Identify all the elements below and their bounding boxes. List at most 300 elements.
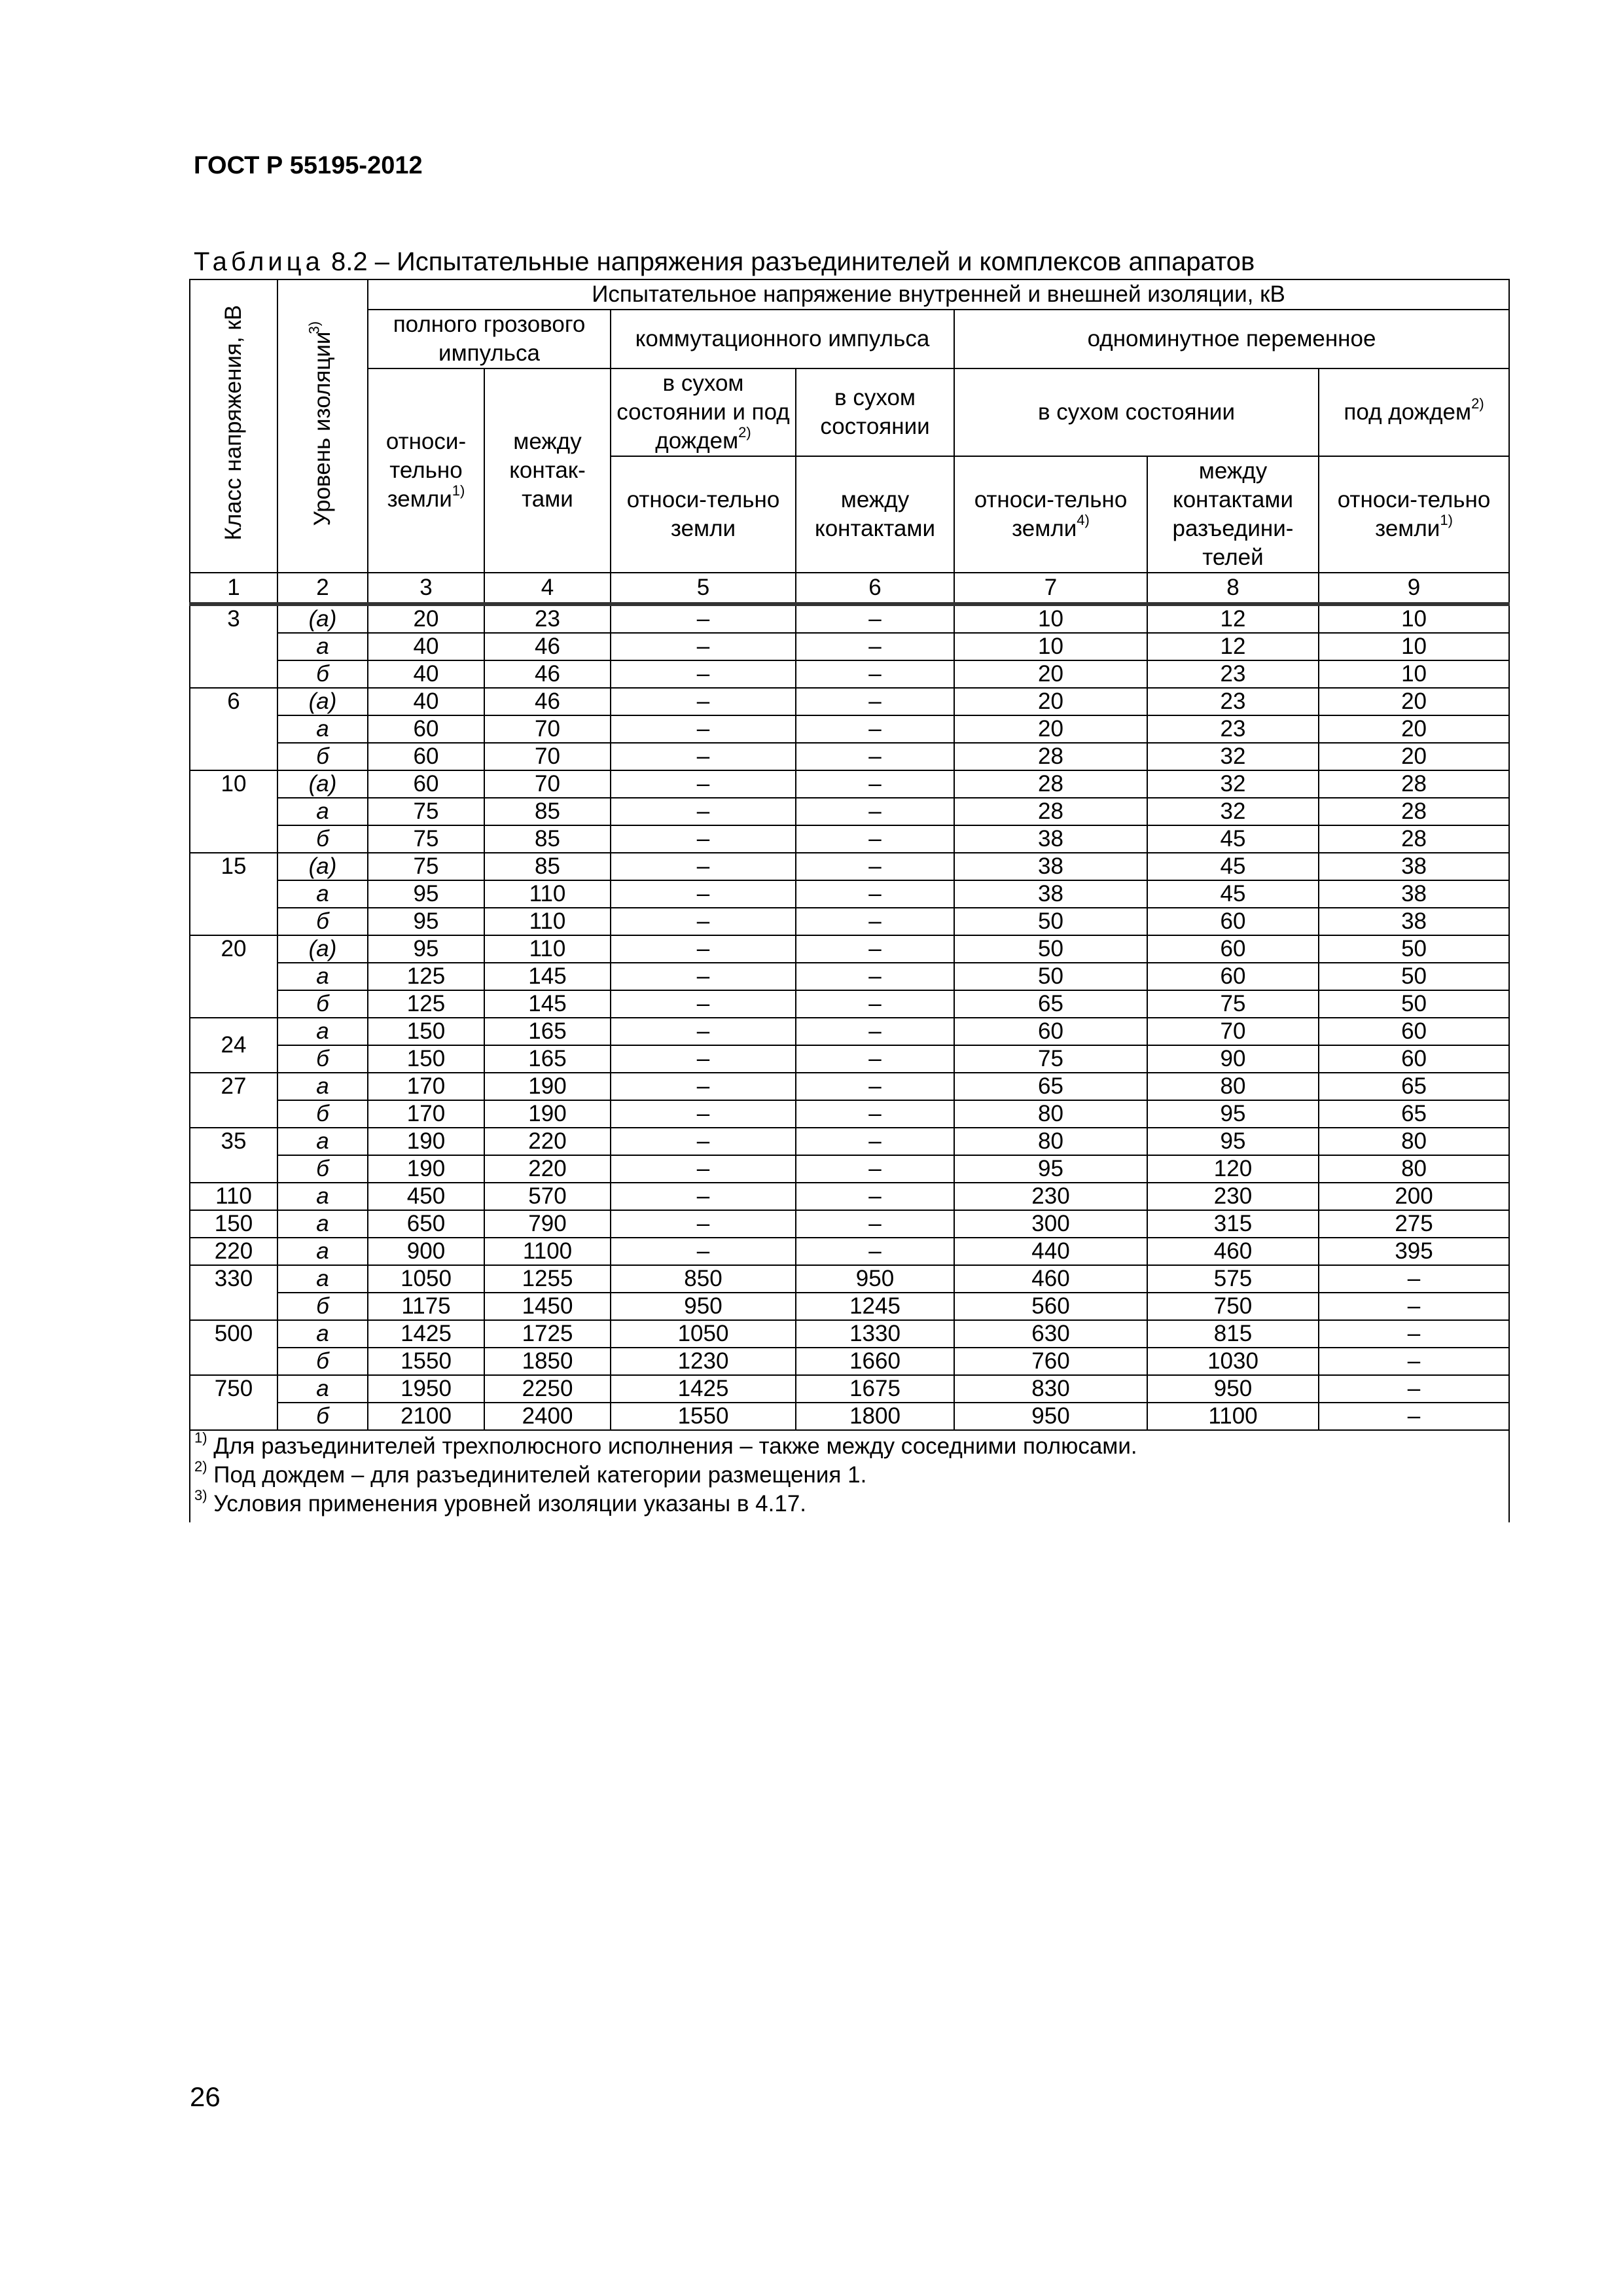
voltage-value-cell: 20 bbox=[954, 715, 1147, 743]
voltage-value-cell: 95 bbox=[954, 1155, 1147, 1183]
voltage-value-cell: 1175 bbox=[368, 1293, 484, 1320]
voltage-value-cell: 46 bbox=[484, 660, 611, 688]
document-code: ГОСТ Р 55195-2012 bbox=[194, 152, 423, 179]
table-row bbox=[190, 633, 1509, 660]
insulation-level-cell: б bbox=[277, 990, 368, 1018]
voltage-value-cell: 46 bbox=[484, 688, 611, 715]
voltage-value-cell: 85 bbox=[484, 825, 611, 853]
voltage-value-cell: 75 bbox=[368, 825, 484, 853]
voltage-value-cell: 60 bbox=[1147, 963, 1319, 990]
voltage-value-cell: 70 bbox=[1147, 1018, 1319, 1045]
insulation-level-cell: а bbox=[277, 1238, 368, 1265]
voltage-value-cell: 65 bbox=[1319, 1100, 1509, 1128]
voltage-value-cell: – bbox=[796, 798, 954, 825]
insulation-level-cell: (а) bbox=[277, 688, 368, 715]
insulation-level-cell: а bbox=[277, 880, 368, 908]
voltage-class-cell: 15 bbox=[190, 853, 277, 935]
voltage-value-cell: 220 bbox=[484, 1155, 611, 1183]
table-row bbox=[190, 880, 1509, 908]
voltage-value-cell: 20 bbox=[954, 688, 1147, 715]
voltage-value-cell: 1425 bbox=[368, 1320, 484, 1348]
voltage-value-cell: – bbox=[611, 604, 796, 633]
col8-header: между контактами разъедини-телей bbox=[1147, 456, 1319, 573]
voltage-value-cell: 1725 bbox=[484, 1320, 611, 1348]
voltage-value-cell: – bbox=[611, 1073, 796, 1100]
voltage-value-cell: 230 bbox=[954, 1183, 1147, 1210]
insulation-level-cell: а bbox=[277, 1320, 368, 1348]
voltage-value-cell: 190 bbox=[368, 1155, 484, 1183]
voltage-value-cell: – bbox=[796, 1018, 954, 1045]
voltage-value-cell: 95 bbox=[368, 935, 484, 963]
voltage-value-cell: 65 bbox=[954, 990, 1147, 1018]
voltage-class-cell: 20 bbox=[190, 935, 277, 1018]
voltage-value-cell: – bbox=[1319, 1320, 1509, 1348]
voltage-value-cell: – bbox=[611, 825, 796, 853]
voltage-value-cell: 75 bbox=[954, 1045, 1147, 1073]
table-row bbox=[190, 1073, 1509, 1100]
insulation-level-cell: б bbox=[277, 1100, 368, 1128]
voltage-value-cell: – bbox=[796, 743, 954, 770]
voltage-value-cell: 70 bbox=[484, 743, 611, 770]
voltage-value-cell: 125 bbox=[368, 990, 484, 1018]
voltage-value-cell: 630 bbox=[954, 1320, 1147, 1348]
voltage-value-cell: 1330 bbox=[796, 1320, 954, 1348]
voltage-value-cell: 45 bbox=[1147, 880, 1319, 908]
voltage-value-cell: – bbox=[796, 604, 954, 633]
under-rain-header: под дождем$^{2)}$ bbox=[1319, 368, 1509, 456]
voltage-value-cell: 60 bbox=[368, 715, 484, 743]
voltage-value-cell: 50 bbox=[954, 963, 1147, 990]
table-caption bbox=[194, 247, 1255, 277]
voltage-value-cell: 460 bbox=[1147, 1238, 1319, 1265]
voltage-value-cell: – bbox=[796, 963, 954, 990]
voltage-value-cell: – bbox=[796, 853, 954, 880]
table-row bbox=[190, 743, 1509, 770]
voltage-value-cell: 120 bbox=[1147, 1155, 1319, 1183]
voltage-value-cell: 28 bbox=[954, 770, 1147, 798]
insulation-level-cell: а bbox=[277, 1265, 368, 1293]
footnote-text: Под дождем – для разъединителей категории размещения 1. bbox=[213, 1462, 867, 1488]
voltage-value-cell: 80 bbox=[954, 1100, 1147, 1128]
table-row bbox=[190, 825, 1509, 853]
insulation-level-cell: б bbox=[277, 1293, 368, 1320]
table-row bbox=[190, 1155, 1509, 1183]
table-row bbox=[190, 1403, 1509, 1430]
insulation-level-cell: а bbox=[277, 1210, 368, 1238]
voltage-value-cell: 1450 bbox=[484, 1293, 611, 1320]
voltage-value-cell: 165 bbox=[484, 1045, 611, 1073]
voltage-value-cell: 220 bbox=[484, 1128, 611, 1155]
class-column-header bbox=[190, 279, 277, 573]
voltage-value-cell: 815 bbox=[1147, 1320, 1319, 1348]
voltage-value-cell: 60 bbox=[1319, 1045, 1509, 1073]
voltage-value-cell: 950 bbox=[1147, 1375, 1319, 1403]
voltage-value-cell: 65 bbox=[954, 1073, 1147, 1100]
voltage-value-cell: 60 bbox=[1319, 1018, 1509, 1045]
voltage-class-cell: 35 bbox=[190, 1128, 277, 1183]
voltage-value-cell: 85 bbox=[484, 853, 611, 880]
voltage-value-cell: 20 bbox=[1319, 743, 1509, 770]
voltage-value-cell: 190 bbox=[368, 1128, 484, 1155]
voltage-value-cell: 1425 bbox=[611, 1375, 796, 1403]
voltage-value-cell: 50 bbox=[1319, 963, 1509, 990]
voltage-value-cell: 65 bbox=[1319, 1073, 1509, 1100]
voltage-value-cell: 10 bbox=[954, 604, 1147, 633]
voltage-value-cell: 38 bbox=[1319, 908, 1509, 935]
voltage-value-cell: 23 bbox=[1147, 688, 1319, 715]
voltage-value-cell: 80 bbox=[954, 1128, 1147, 1155]
voltage-value-cell: 450 bbox=[368, 1183, 484, 1210]
voltage-value-cell: 38 bbox=[1319, 880, 1509, 908]
table-row bbox=[190, 1375, 1509, 1403]
column-number: 9 bbox=[1319, 573, 1509, 604]
voltage-value-cell: – bbox=[796, 1183, 954, 1210]
voltage-value-cell: 110 bbox=[484, 935, 611, 963]
voltage-value-cell: 90 bbox=[1147, 1045, 1319, 1073]
class-column-label: Класс напряжения, кВ bbox=[221, 304, 246, 541]
voltage-value-cell: 850 bbox=[611, 1265, 796, 1293]
insulation-level-cell: б bbox=[277, 908, 368, 935]
voltage-value-cell: 650 bbox=[368, 1210, 484, 1238]
voltage-value-cell: – bbox=[611, 715, 796, 743]
footnote bbox=[194, 1429, 1505, 1462]
level-column-header bbox=[277, 279, 368, 573]
voltage-value-cell: 32 bbox=[1147, 743, 1319, 770]
voltage-value-cell: 1255 bbox=[484, 1265, 611, 1293]
voltage-value-cell: – bbox=[611, 660, 796, 688]
voltage-value-cell: 760 bbox=[954, 1348, 1147, 1375]
column-number-row bbox=[190, 573, 1509, 604]
voltage-value-cell: – bbox=[611, 853, 796, 880]
insulation-level-cell: а bbox=[277, 715, 368, 743]
voltage-value-cell: – bbox=[796, 1100, 954, 1128]
table-row bbox=[190, 1183, 1509, 1210]
voltage-value-cell: 40 bbox=[368, 660, 484, 688]
voltage-value-cell: 790 bbox=[484, 1210, 611, 1238]
voltage-value-cell: 10 bbox=[1319, 633, 1509, 660]
insulation-level-cell: (а) bbox=[277, 935, 368, 963]
insulation-level-cell: (а) bbox=[277, 604, 368, 633]
insulation-level-cell: б bbox=[277, 743, 368, 770]
voltage-value-cell: 20 bbox=[954, 660, 1147, 688]
insulation-level-cell: б bbox=[277, 1348, 368, 1375]
voltage-value-cell: 110 bbox=[484, 880, 611, 908]
voltage-value-cell: – bbox=[796, 880, 954, 908]
voltage-value-cell: 28 bbox=[1319, 770, 1509, 798]
voltage-value-cell: 23 bbox=[1147, 660, 1319, 688]
insulation-level-cell: а bbox=[277, 1375, 368, 1403]
voltage-value-cell: – bbox=[611, 1155, 796, 1183]
table-row bbox=[190, 908, 1509, 935]
voltage-value-cell: 1660 bbox=[796, 1348, 954, 1375]
voltage-value-cell: – bbox=[1319, 1375, 1509, 1403]
voltage-value-cell: 28 bbox=[1319, 825, 1509, 853]
voltage-value-cell: 150 bbox=[368, 1045, 484, 1073]
voltage-value-cell: 95 bbox=[1147, 1128, 1319, 1155]
insulation-level-cell: а bbox=[277, 1128, 368, 1155]
table-head bbox=[190, 279, 1509, 604]
voltage-value-cell: 230 bbox=[1147, 1183, 1319, 1210]
voltage-class-cell: 3 bbox=[190, 604, 277, 688]
voltage-class-cell: 10 bbox=[190, 770, 277, 853]
footnote-text: Для разъединителей трехполюсного исполнения – также между соседними полюсами. bbox=[213, 1433, 1137, 1459]
insulation-level-cell: (а) bbox=[277, 853, 368, 880]
voltage-value-cell: – bbox=[796, 1073, 954, 1100]
insulation-level-cell: б bbox=[277, 1045, 368, 1073]
table-row bbox=[190, 604, 1509, 633]
insulation-level-cell: (а) bbox=[277, 770, 368, 798]
voltage-value-cell: 460 bbox=[954, 1265, 1147, 1293]
voltage-value-cell: – bbox=[611, 935, 796, 963]
table-row bbox=[190, 1320, 1509, 1348]
voltage-value-cell: 1850 bbox=[484, 1348, 611, 1375]
table-row bbox=[190, 798, 1509, 825]
voltage-value-cell: 10 bbox=[1319, 660, 1509, 688]
voltage-value-cell: – bbox=[611, 1128, 796, 1155]
test-voltage-header: Испытательное напряжение внутренней и внешней изоляции, кВ bbox=[368, 279, 1509, 310]
voltage-value-cell: 12 bbox=[1147, 604, 1319, 633]
voltage-value-cell: 38 bbox=[954, 853, 1147, 880]
voltage-value-cell: 10 bbox=[1319, 604, 1509, 633]
table-caption-prefix: Таблица bbox=[194, 247, 324, 276]
dry-header: в сухом состоянии bbox=[796, 368, 954, 456]
voltage-value-cell: 170 bbox=[368, 1073, 484, 1100]
column-number: 4 bbox=[484, 573, 611, 604]
voltage-value-cell: – bbox=[796, 633, 954, 660]
voltage-value-cell: – bbox=[611, 990, 796, 1018]
one-minute-ac-header: одноминутное переменное bbox=[954, 310, 1509, 368]
voltage-value-cell: 32 bbox=[1147, 770, 1319, 798]
voltage-value-cell: 38 bbox=[954, 825, 1147, 853]
voltage-value-cell: – bbox=[611, 1018, 796, 1045]
voltage-value-cell: 38 bbox=[954, 880, 1147, 908]
col6-header: между контактами bbox=[796, 456, 954, 573]
insulation-level-cell: б bbox=[277, 660, 368, 688]
voltage-value-cell: 75 bbox=[368, 853, 484, 880]
voltage-value-cell: 145 bbox=[484, 963, 611, 990]
voltage-value-cell: – bbox=[611, 1045, 796, 1073]
table-row bbox=[190, 1128, 1509, 1155]
voltage-value-cell: – bbox=[796, 1128, 954, 1155]
voltage-value-cell: 60 bbox=[954, 1018, 1147, 1045]
col4-header: между контак-тами bbox=[484, 368, 611, 573]
voltage-value-cell: – bbox=[1319, 1293, 1509, 1320]
voltage-value-cell: 950 bbox=[954, 1403, 1147, 1430]
voltage-value-cell: 20 bbox=[1319, 688, 1509, 715]
voltage-value-cell: – bbox=[611, 743, 796, 770]
voltage-value-cell: 80 bbox=[1147, 1073, 1319, 1100]
voltage-value-cell: 1245 bbox=[796, 1293, 954, 1320]
table-row bbox=[190, 1018, 1509, 1045]
voltage-value-cell: 60 bbox=[1147, 908, 1319, 935]
voltage-value-cell: 190 bbox=[484, 1073, 611, 1100]
voltage-value-cell: 900 bbox=[368, 1238, 484, 1265]
column-number: 6 bbox=[796, 573, 954, 604]
voltage-value-cell: 32 bbox=[1147, 798, 1319, 825]
voltage-value-cell: 75 bbox=[1147, 990, 1319, 1018]
voltage-value-cell: – bbox=[796, 1155, 954, 1183]
voltage-value-cell: – bbox=[796, 908, 954, 935]
voltage-value-cell: 1550 bbox=[611, 1403, 796, 1430]
voltage-value-cell: 2100 bbox=[368, 1403, 484, 1430]
voltage-value-cell: 560 bbox=[954, 1293, 1147, 1320]
voltage-value-cell: – bbox=[796, 715, 954, 743]
test-voltage-table bbox=[189, 279, 1510, 1522]
voltage-value-cell: – bbox=[611, 770, 796, 798]
footnote-mark: 2) bbox=[194, 1458, 207, 1475]
voltage-value-cell: 46 bbox=[484, 633, 611, 660]
column-number: 5 bbox=[611, 573, 796, 604]
voltage-value-cell: – bbox=[796, 688, 954, 715]
voltage-value-cell: – bbox=[796, 770, 954, 798]
voltage-value-cell: 40 bbox=[368, 688, 484, 715]
table-row bbox=[190, 1210, 1509, 1238]
voltage-value-cell: 830 bbox=[954, 1375, 1147, 1403]
voltage-class-cell: 220 bbox=[190, 1238, 277, 1265]
voltage-value-cell: 145 bbox=[484, 990, 611, 1018]
page-number: 26 bbox=[190, 2081, 221, 2112]
voltage-value-cell: – bbox=[796, 1238, 954, 1265]
voltage-value-cell: – bbox=[611, 798, 796, 825]
voltage-value-cell: 165 bbox=[484, 1018, 611, 1045]
voltage-value-cell: – bbox=[796, 825, 954, 853]
voltage-value-cell: 28 bbox=[1319, 798, 1509, 825]
voltage-value-cell: 12 bbox=[1147, 633, 1319, 660]
voltage-value-cell: 950 bbox=[796, 1265, 954, 1293]
table-footnotes bbox=[190, 1430, 1509, 1522]
col9-header: относи-тельно земли$^{1)}$ bbox=[1319, 456, 1509, 573]
voltage-value-cell: – bbox=[611, 1183, 796, 1210]
insulation-level-cell: а bbox=[277, 1183, 368, 1210]
voltage-value-cell: 28 bbox=[954, 798, 1147, 825]
table-row bbox=[190, 1348, 1509, 1375]
dry-state-header: в сухом состоянии bbox=[954, 368, 1319, 456]
voltage-class-cell: 6 bbox=[190, 688, 277, 770]
voltage-value-cell: 50 bbox=[1319, 990, 1509, 1018]
voltage-class-cell: 24 bbox=[190, 1018, 277, 1073]
insulation-level-cell: а bbox=[277, 963, 368, 990]
footnote-mark: 3) bbox=[194, 1487, 207, 1504]
voltage-class-cell: 750 bbox=[190, 1375, 277, 1430]
voltage-value-cell: 1100 bbox=[1147, 1403, 1319, 1430]
voltage-value-cell: 190 bbox=[484, 1100, 611, 1128]
voltage-value-cell: 1100 bbox=[484, 1238, 611, 1265]
voltage-value-cell: 1950 bbox=[368, 1375, 484, 1403]
voltage-value-cell: 2250 bbox=[484, 1375, 611, 1403]
voltage-value-cell: 1050 bbox=[611, 1320, 796, 1348]
voltage-value-cell: 10 bbox=[954, 633, 1147, 660]
voltage-value-cell: 95 bbox=[1147, 1100, 1319, 1128]
switching-impulse-header: коммутационного импульса bbox=[611, 310, 954, 368]
voltage-value-cell: – bbox=[1319, 1403, 1509, 1430]
voltage-value-cell: – bbox=[1319, 1265, 1509, 1293]
voltage-value-cell: – bbox=[611, 880, 796, 908]
voltage-value-cell: 315 bbox=[1147, 1210, 1319, 1238]
voltage-class-cell: 330 bbox=[190, 1265, 277, 1320]
table-caption-text: 8.2 – Испытательные напряжения разъединителей и комплексов аппаратов bbox=[330, 247, 1255, 276]
voltage-value-cell: 950 bbox=[611, 1293, 796, 1320]
voltage-class-cell: 27 bbox=[190, 1073, 277, 1128]
voltage-value-cell: 60 bbox=[368, 743, 484, 770]
voltage-value-cell: – bbox=[611, 1238, 796, 1265]
voltage-value-cell: 80 bbox=[1319, 1155, 1509, 1183]
table-row bbox=[190, 1293, 1509, 1320]
dry-and-rain-header: в сухом состоянии и под дождем$^{2)}$ bbox=[611, 368, 796, 456]
voltage-value-cell: 70 bbox=[484, 770, 611, 798]
table-row bbox=[190, 853, 1509, 880]
voltage-value-cell: – bbox=[611, 633, 796, 660]
voltage-value-cell: – bbox=[1319, 1348, 1509, 1375]
voltage-value-cell: – bbox=[796, 1210, 954, 1238]
voltage-value-cell: 20 bbox=[1319, 715, 1509, 743]
voltage-value-cell: 80 bbox=[1319, 1128, 1509, 1155]
insulation-level-cell: а bbox=[277, 1073, 368, 1100]
insulation-level-cell: а bbox=[277, 798, 368, 825]
voltage-value-cell: 40 bbox=[368, 633, 484, 660]
footnote-text: Условия применения уровней изоляции указаны в 4.17. bbox=[213, 1491, 807, 1516]
col5-header: относи-тельно земли bbox=[611, 456, 796, 573]
table-body bbox=[190, 604, 1509, 1430]
table-row bbox=[190, 1238, 1509, 1265]
voltage-value-cell: 50 bbox=[1319, 935, 1509, 963]
voltage-value-cell: 50 bbox=[954, 908, 1147, 935]
voltage-value-cell: 95 bbox=[368, 880, 484, 908]
voltage-value-cell: 1550 bbox=[368, 1348, 484, 1375]
table-row bbox=[190, 770, 1509, 798]
voltage-value-cell: 395 bbox=[1319, 1238, 1509, 1265]
voltage-value-cell: – bbox=[796, 660, 954, 688]
voltage-value-cell: 275 bbox=[1319, 1210, 1509, 1238]
voltage-value-cell: – bbox=[611, 1210, 796, 1238]
col7-header: относи-тельно земли$^{4)}$ bbox=[954, 456, 1147, 573]
voltage-value-cell: 60 bbox=[368, 770, 484, 798]
voltage-class-cell: 150 bbox=[190, 1210, 277, 1238]
voltage-value-cell: 1050 bbox=[368, 1265, 484, 1293]
voltage-value-cell: – bbox=[611, 688, 796, 715]
table-row bbox=[190, 688, 1509, 715]
voltage-value-cell: 110 bbox=[484, 908, 611, 935]
col3-header: относи-тельно земли$^{1)}$ bbox=[368, 368, 484, 573]
voltage-value-cell: 1030 bbox=[1147, 1348, 1319, 1375]
voltage-value-cell: – bbox=[796, 935, 954, 963]
voltage-value-cell: 2400 bbox=[484, 1403, 611, 1430]
voltage-value-cell: 45 bbox=[1147, 853, 1319, 880]
voltage-class-cell: 500 bbox=[190, 1320, 277, 1375]
footnote bbox=[194, 1487, 1505, 1520]
voltage-value-cell: 85 bbox=[484, 798, 611, 825]
footnotes-cell bbox=[190, 1430, 1509, 1522]
insulation-level-cell: б bbox=[277, 825, 368, 853]
voltage-value-cell: 750 bbox=[1147, 1293, 1319, 1320]
voltage-value-cell: 75 bbox=[368, 798, 484, 825]
column-number: 8 bbox=[1147, 573, 1319, 604]
table-row bbox=[190, 660, 1509, 688]
column-number: 1 bbox=[190, 573, 277, 604]
insulation-level-cell: б bbox=[277, 1155, 368, 1183]
voltage-value-cell: 20 bbox=[368, 604, 484, 633]
footnote-mark: 1) bbox=[194, 1429, 207, 1446]
table-row bbox=[190, 963, 1509, 990]
voltage-value-cell: 170 bbox=[368, 1100, 484, 1128]
level-column-label: Уровень изоляции$^{3)}$ bbox=[306, 321, 335, 526]
voltage-value-cell: 50 bbox=[954, 935, 1147, 963]
column-number: 7 bbox=[954, 573, 1147, 604]
column-number: 3 bbox=[368, 573, 484, 604]
voltage-value-cell: – bbox=[796, 990, 954, 1018]
table-row bbox=[190, 935, 1509, 963]
insulation-level-cell: а bbox=[277, 1018, 368, 1045]
voltage-value-cell: – bbox=[611, 1100, 796, 1128]
